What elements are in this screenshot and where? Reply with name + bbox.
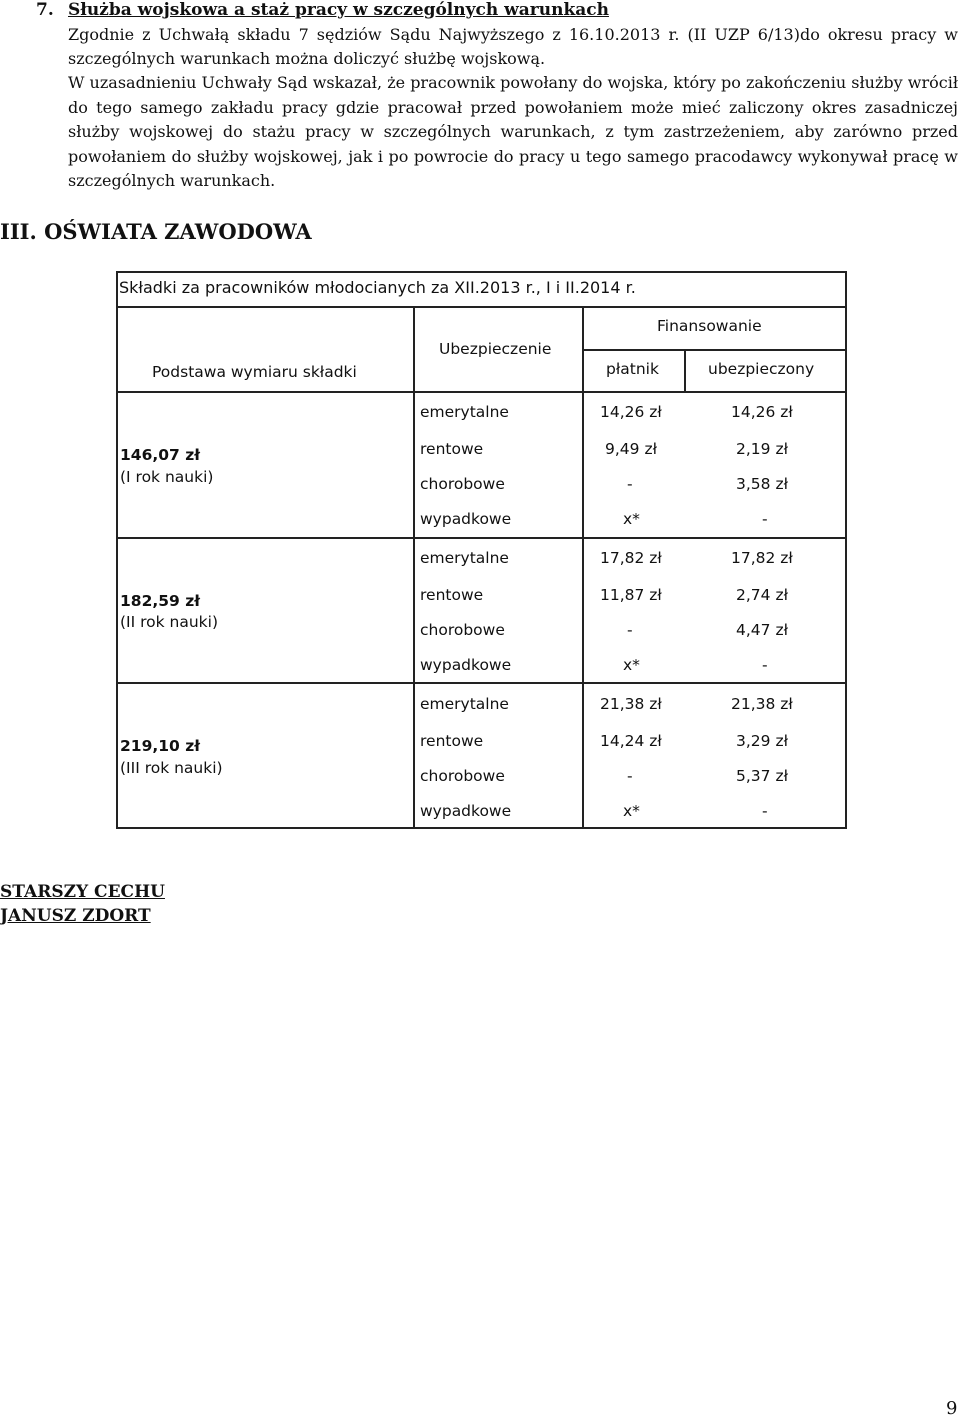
row-insured: 2,74 zł [736,586,788,604]
table-border-left [116,271,118,829]
table-caption: Składki za pracowników młodocianych za XII.2013 r., I i II.2014 r. [119,278,636,297]
row-type: emerytalne [420,403,509,421]
row-insured: 2,19 zł [736,440,788,458]
row-payer: - [627,767,633,785]
row-payer: - [627,475,633,493]
group-amount: 219,10 zł [120,737,200,755]
table-border-top [116,271,847,273]
row-insured: 21,38 zł [731,695,793,713]
row-type: rentowe [420,586,484,604]
row-type: chorobowe [420,767,505,785]
row-insured: 3,29 zł [736,732,788,750]
group-amount: 146,07 zł [120,446,200,464]
row-insured: - [762,510,768,528]
financing-divider [582,349,847,351]
group-year: (II rok nauki) [120,613,219,631]
group-divider-1 [116,537,847,539]
header-insured: ubezpieczony [708,360,815,378]
row-payer: x* [623,510,640,528]
row-payer: - [627,621,633,639]
contributions-table [116,271,847,829]
column-divider-payer-header [684,349,686,391]
row-type: chorobowe [420,475,505,493]
header-financing: Finansowanie [657,317,762,335]
row-type: wypadkowe [420,510,512,528]
section-heading: III. OŚWIATA ZAWODOWA [0,219,312,244]
header-payer: płatnik [606,360,659,378]
column-divider-basis [413,306,415,829]
row-type: wypadkowe [420,656,512,674]
row-insured: 17,82 zł [731,549,793,567]
row-type: rentowe [420,732,484,750]
section-body-paragraph: W uzasadnieniu Uchwały Sąd wskazał, że pracownik powołany do wojska, który po zakończeniu służby wrócił do tego samego zakładu pracy gdzie pracował przed powołaniem może mieć zaliczony okres zasadniczej służby wojskowej do stażu pracy w szczególnych warunkach, z tym zastrzeżeniem, aby zarówno przed powołaniem do służby wojskowej, jak i po powrocie do pracy u tego samego pracodawcy wykonywał pracę w szczególnych warunkach. [68,73,958,190]
signature-block [0,880,165,928]
section-number: 7. [36,0,54,20]
signature-line-2: JANUSZ ZDORT [0,906,151,926]
column-divider-insurance [582,306,584,829]
row-insured: 4,47 zł [736,621,788,639]
page-number: 9 [946,1398,958,1419]
row-payer: 17,82 zł [600,549,662,567]
row-insured: 14,26 zł [731,403,793,421]
header-basis: Podstawa wymiaru składki [152,363,357,381]
row-insured: 5,37 zł [736,767,788,785]
row-payer: x* [623,656,640,674]
row-type: wypadkowe [420,802,512,820]
table-border-bottom [116,827,847,829]
row-type: chorobowe [420,621,505,639]
row-type: emerytalne [420,695,509,713]
row-payer: 11,87 zł [600,586,662,604]
group-year: (III rok nauki) [120,759,223,777]
section-intro-paragraph: Zgodnie z Uchwałą składu 7 sędziów Sądu Najwyższego z 16.10.2013 r. (II UZP 6/13)do okresu pracy w szczególnych warunkach można doliczyć służbę wojskową. [68,25,958,68]
table-border-right [845,271,847,829]
group-year: (I rok nauki) [120,468,214,486]
header-insurance: Ubezpieczenie [439,340,552,358]
row-payer: 9,49 zł [605,440,657,458]
section-title: Służba wojskowa a staż pracy w szczególnych warunkach [68,0,609,20]
row-payer: 21,38 zł [600,695,662,713]
signature-line-1: STARSZY CECHU [0,882,165,902]
row-insured: - [762,656,768,674]
row-type: emerytalne [420,549,509,567]
group-amount: 182,59 zł [120,592,200,610]
row-payer: x* [623,802,640,820]
row-insured: - [762,802,768,820]
row-payer: 14,26 zł [600,403,662,421]
row-type: rentowe [420,440,484,458]
row-insured: 3,58 zł [736,475,788,493]
row-payer: 14,24 zł [600,732,662,750]
group-divider-2 [116,682,847,684]
caption-divider [116,306,847,308]
header-divider [116,391,847,393]
